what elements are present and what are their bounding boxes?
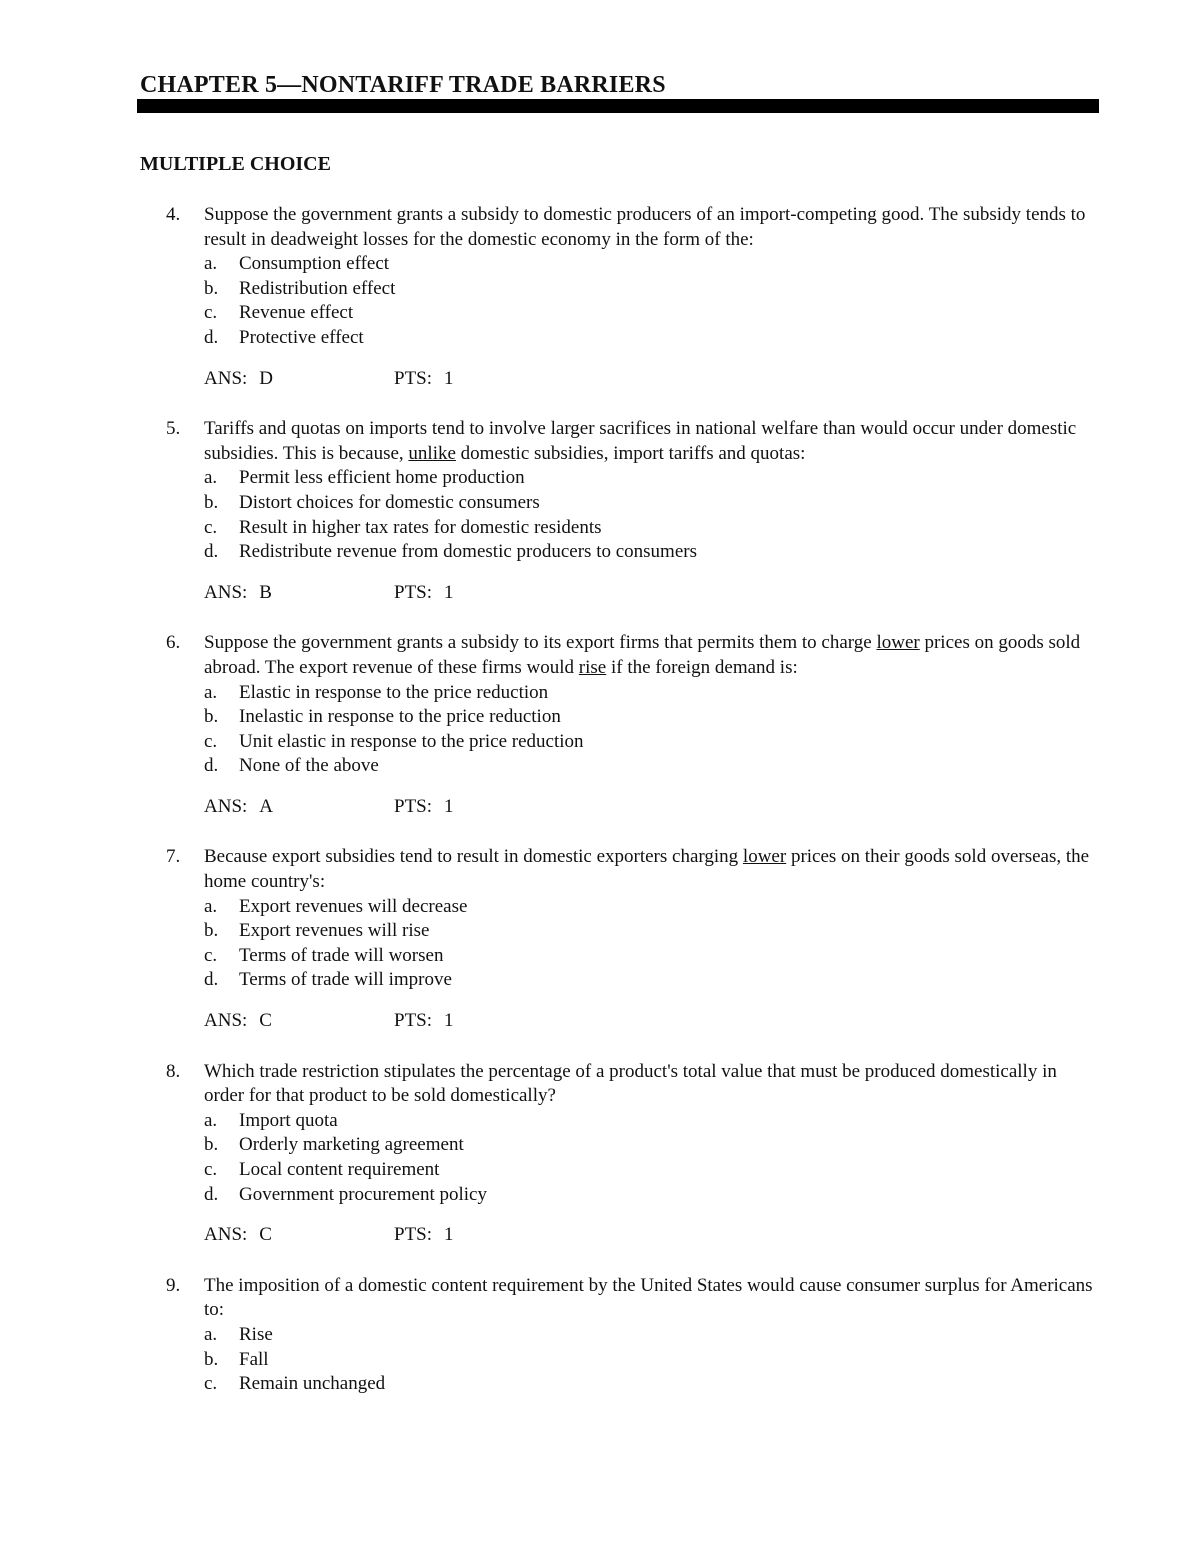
chapter-title: CHAPTER 5—NONTARIFF TRADE BARRIERS: [140, 72, 666, 98]
answer-row: [204, 1223, 1100, 1248]
option: c. Unit elastic in response to the price reduction: [204, 730, 584, 752]
option: a. Rise: [204, 1323, 273, 1345]
pts-label: PTS:: [394, 795, 433, 817]
option: b. Orderly marketing agreement: [204, 1134, 464, 1156]
option: c. Revenue effect: [204, 302, 354, 324]
underlined-word: lower: [742, 846, 787, 868]
option: d. Protective effect: [204, 326, 364, 348]
question-list: [140, 203, 1100, 1423]
question-number: 6.: [166, 632, 181, 654]
question-8: [140, 1060, 1100, 1248]
option: a. Permit less efficient home production: [204, 467, 525, 489]
option: a. Consumption effect: [204, 253, 390, 275]
option-list: [204, 895, 1100, 993]
ans-label: ANS:: [204, 367, 248, 389]
option: d. Redistribute revenue from domestic producers to consumers: [204, 541, 697, 563]
pts-label: PTS:: [394, 1010, 433, 1032]
underlined-word: rise: [578, 656, 607, 678]
points-value: 1: [444, 367, 454, 389]
question-number: 5.: [166, 418, 181, 440]
option-list: [204, 1109, 1100, 1207]
points-value: 1: [444, 1224, 454, 1246]
option-list: [204, 1323, 1100, 1397]
ans-label: ANS:: [204, 1010, 248, 1032]
question-text: Suppose the government grants a subsidy to domestic producers of an import-competing good. The subsidy tends to result in deadweight losses for the domestic economy in the form of the:: [204, 204, 1086, 250]
option-list: [204, 252, 1100, 350]
answer-value: A: [259, 795, 274, 817]
pts-label: PTS:: [394, 1224, 433, 1246]
option-list: [204, 466, 1100, 564]
option: b. Fall: [204, 1348, 269, 1370]
question-4: [140, 203, 1100, 391]
question-number: 7.: [166, 846, 181, 868]
points-value: 1: [444, 795, 454, 817]
answer-value: C: [259, 1224, 272, 1246]
question-6: [140, 631, 1100, 819]
option: c. Terms of trade will worsen: [204, 944, 444, 966]
question-number: 9.: [166, 1274, 181, 1296]
option: b. Inelastic in response to the price reduction: [204, 706, 561, 728]
ans-label: ANS:: [204, 795, 248, 817]
answer-value: B: [259, 581, 272, 603]
ans-label: ANS:: [204, 581, 248, 603]
option: b. Redistribution effect: [204, 277, 396, 299]
underlined-word: unlike: [408, 442, 456, 464]
question-text: Because export subsidies tend to result in domestic exporters charging lower prices on their goods sold overseas, the home country's:: [204, 846, 1090, 893]
option-list: [204, 681, 1100, 779]
question-5: [140, 417, 1100, 605]
option: d. None of the above: [204, 755, 379, 777]
option: b. Distort choices for domestic consumers: [204, 491, 540, 513]
answer-row: [204, 367, 1100, 392]
answer-row: [204, 581, 1100, 606]
option: d. Government procurement policy: [204, 1183, 487, 1205]
ans-label: ANS:: [204, 1224, 248, 1246]
question-7: [140, 845, 1100, 1033]
underlined-word: lower: [876, 632, 920, 654]
question-number: 4.: [166, 204, 181, 225]
answer-row: [204, 795, 1100, 820]
option: d. Terms of trade will improve: [204, 969, 452, 991]
option: a. Elastic in response to the price reduction: [204, 681, 549, 703]
option: c. Remain unchanged: [204, 1373, 386, 1395]
option: c. Local content requirement: [204, 1159, 440, 1180]
option: a. Export revenues will decrease: [204, 895, 468, 917]
question-text: The imposition of a domestic content requirement by the United States would cause consumer surplus for Americans to:: [204, 1274, 1093, 1321]
question-number: 8.: [166, 1060, 181, 1082]
question-text: Which trade restriction stipulates the percentage of a product's total value that must be produced domestically in order for that product to be sold domestically?: [204, 1060, 1057, 1107]
answer-row: [204, 1009, 1100, 1034]
points-value: 1: [444, 581, 454, 603]
option: a. Import quota: [204, 1109, 338, 1131]
option: b. Export revenues will rise: [204, 920, 430, 942]
answer-value: C: [259, 1010, 272, 1032]
answer-value: D: [259, 367, 274, 389]
pts-label: PTS:: [394, 367, 433, 389]
question-text: Tariffs and quotas on imports tend to involve larger sacrifices in national welfare than would occur under domestic subsidies. This is because, unlike domestic subsidies, import tariffs and quotas:: [204, 418, 1077, 464]
question-text: Suppose the government grants a subsidy to its export firms that permits them to charge lower prices on goods sold abroad. The export revenue of these firms would rise if the foreign demand is:: [204, 632, 1081, 678]
points-value: 1: [444, 1010, 454, 1032]
option: c. Result in higher tax rates for domestic residents: [204, 516, 602, 538]
question-9: [140, 1274, 1100, 1397]
section-heading: MULTIPLE CHOICE: [140, 153, 331, 175]
title-rule: [137, 99, 1099, 113]
pts-label: PTS:: [394, 581, 433, 603]
